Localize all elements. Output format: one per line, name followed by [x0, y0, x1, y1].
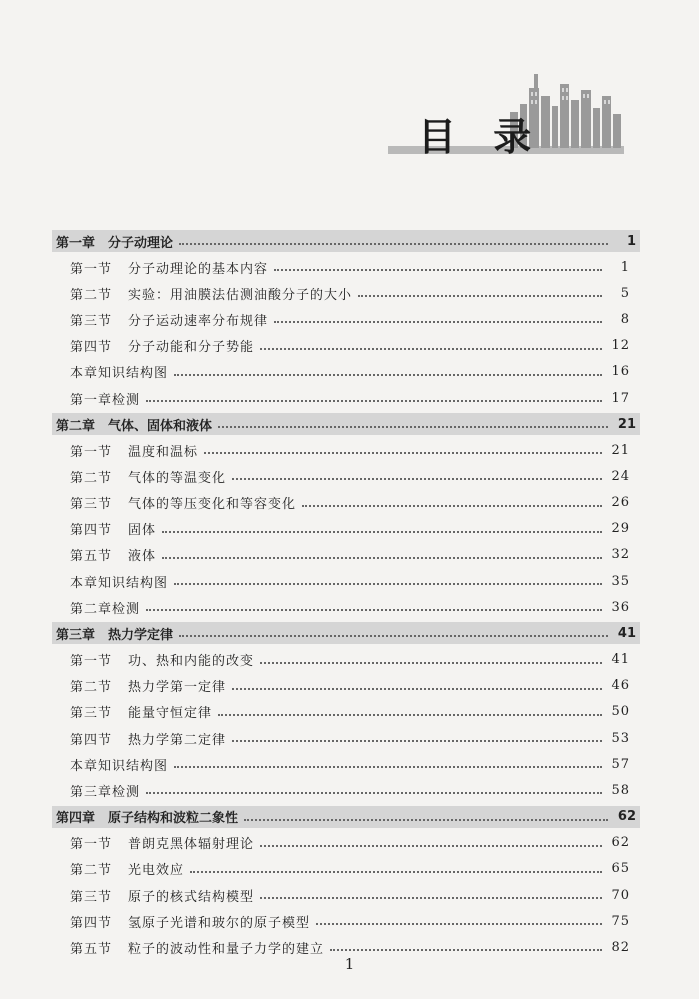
chapter-title: 第一章 分子动理论 — [56, 235, 174, 251]
toc-section-row[interactable] — [52, 856, 640, 882]
section-page-number: 53 — [611, 730, 630, 746]
section-label — [70, 702, 212, 721]
section-number: 第四节 — [70, 523, 113, 539]
chapter-page-number: 21 — [617, 416, 636, 432]
section-label — [70, 755, 168, 774]
page-title: 目 录 — [418, 115, 544, 159]
section-number: 第三节 — [70, 313, 113, 329]
dot-leader — [218, 426, 608, 428]
toc-section-row[interactable] — [52, 463, 640, 489]
section-number: 第四节 — [70, 340, 113, 356]
section-title: 能量守恒定律 — [128, 706, 213, 722]
dot-leader — [146, 609, 602, 611]
toc-section-row[interactable] — [52, 699, 640, 725]
section-label — [70, 467, 226, 486]
section-label — [70, 493, 296, 512]
toc-section-row[interactable] — [52, 359, 640, 385]
section-title: 原子的核式结构模型 — [128, 889, 255, 905]
toc-section-row[interactable] — [52, 568, 640, 594]
dot-leader — [179, 635, 608, 637]
section-page-number: 26 — [611, 495, 630, 511]
toc-chapter-row[interactable] — [52, 622, 640, 644]
section-number: 第一节 — [70, 654, 113, 670]
section-label — [70, 572, 168, 591]
toc-section-row[interactable] — [52, 437, 640, 463]
page-number: 1 — [344, 955, 355, 973]
section-page-number: 46 — [611, 678, 630, 694]
dot-leader — [260, 845, 602, 847]
section-number: 第五节 — [70, 941, 113, 957]
section-title: 第一章检测 — [70, 392, 141, 408]
section-title: 实验：用油膜法估测油酸分子的大小 — [128, 287, 353, 303]
section-number: 第三节 — [70, 706, 113, 722]
section-label — [70, 389, 140, 408]
dot-leader — [218, 714, 602, 716]
section-title: 温度和温标 — [128, 444, 199, 460]
section-label — [70, 886, 254, 905]
chapter-title: 第三章 热力学定律 — [56, 627, 174, 643]
section-number: 第二节 — [70, 863, 113, 879]
chapter-title: 第二章 气体、固体和液体 — [56, 418, 213, 434]
dot-leader — [260, 348, 602, 350]
section-title: 普朗克黑体辐射理论 — [128, 837, 255, 853]
dot-leader — [190, 871, 602, 873]
section-label — [70, 859, 184, 878]
section-label — [70, 258, 268, 277]
section-title: 氢原子光谱和玻尔的原子模型 — [128, 915, 311, 931]
section-number: 第二节 — [70, 470, 113, 486]
chapter-page-number: 41 — [617, 625, 636, 641]
section-label — [70, 598, 140, 617]
dot-leader — [174, 374, 602, 376]
chapter-title: 第四章 原子结构和波粒二象性 — [56, 811, 239, 827]
section-title: 液体 — [128, 549, 157, 565]
toc-section-row[interactable] — [52, 830, 640, 856]
section-page-number: 70 — [611, 887, 630, 903]
section-number: 第二节 — [70, 680, 113, 696]
toc-section-row[interactable] — [52, 751, 640, 777]
toc-section-row[interactable] — [52, 385, 640, 411]
section-number: 第四节 — [70, 915, 113, 931]
section-number: 第一节 — [70, 261, 113, 277]
section-label — [70, 781, 140, 800]
section-page-number: 58 — [611, 782, 630, 798]
section-page-number: 62 — [611, 835, 630, 851]
section-page-number: 21 — [611, 442, 630, 458]
dot-leader — [274, 269, 602, 271]
toc-section-row[interactable] — [52, 882, 640, 908]
section-page-number: 1 — [620, 259, 630, 275]
section-label — [70, 441, 198, 460]
section-label — [70, 833, 254, 852]
section-number: 第一节 — [70, 444, 113, 460]
section-title: 本章知识结构图 — [70, 366, 169, 382]
chapter-page-number: 1 — [626, 233, 636, 249]
section-number: 第二节 — [70, 287, 113, 303]
section-label — [70, 912, 310, 931]
toc-section-row[interactable] — [52, 646, 640, 672]
section-page-number: 29 — [611, 521, 630, 537]
chapter-page-number: 62 — [617, 809, 636, 825]
toc-section-row[interactable] — [52, 254, 640, 280]
section-title: 分子动能和分子势能 — [128, 340, 255, 356]
section-page-number: 5 — [620, 285, 630, 301]
toc-chapter-row[interactable] — [52, 806, 640, 828]
section-title: 粒子的波动性和量子力学的建立 — [128, 941, 325, 957]
section-label — [70, 676, 226, 695]
toc-section-row[interactable] — [52, 908, 640, 934]
section-page-number: 82 — [611, 939, 630, 955]
toc-section-row[interactable] — [52, 490, 640, 516]
dot-leader — [260, 662, 602, 664]
section-title: 本章知识结构图 — [70, 758, 169, 774]
toc-section-row[interactable] — [52, 673, 640, 699]
section-page-number: 41 — [611, 652, 630, 668]
dot-leader — [244, 819, 608, 821]
section-title: 固体 — [128, 523, 157, 539]
dot-leader — [358, 295, 602, 297]
section-title: 热力学第二定律 — [128, 732, 227, 748]
dot-leader — [162, 531, 602, 533]
section-page-number: 8 — [620, 311, 630, 327]
toc-section-row[interactable] — [52, 516, 640, 542]
toc-section-row[interactable] — [52, 725, 640, 751]
section-label — [70, 284, 352, 303]
toc-section-row[interactable] — [52, 542, 640, 568]
section-title: 本章知识结构图 — [70, 575, 169, 591]
section-label — [70, 336, 254, 355]
section-label — [70, 650, 254, 669]
dot-leader — [260, 897, 602, 899]
section-title: 气体的等压变化和等容变化 — [128, 497, 297, 513]
dot-leader — [174, 766, 602, 768]
section-page-number: 32 — [611, 547, 630, 563]
dot-leader — [179, 243, 608, 245]
section-title: 分子动理论的基本内容 — [128, 261, 269, 277]
toc-section-row[interactable] — [52, 333, 640, 359]
dot-leader — [204, 452, 602, 454]
section-page-number: 16 — [611, 364, 630, 380]
section-number: 第五节 — [70, 549, 113, 565]
section-page-number: 57 — [611, 756, 630, 772]
section-label — [70, 545, 156, 564]
section-page-number: 36 — [611, 599, 630, 615]
dot-leader — [232, 740, 602, 742]
dot-leader — [274, 321, 602, 323]
section-page-number: 35 — [611, 573, 630, 589]
dot-leader — [162, 557, 602, 559]
section-number: 第一节 — [70, 837, 113, 853]
section-title: 第二章检测 — [70, 601, 141, 617]
section-title: 光电效应 — [128, 863, 185, 879]
section-label — [70, 729, 226, 748]
dot-leader — [146, 400, 602, 402]
section-label — [70, 519, 156, 538]
dot-leader — [232, 478, 602, 480]
table-of-contents — [52, 228, 640, 961]
dot-leader — [302, 505, 602, 507]
section-title: 热力学第一定律 — [128, 680, 227, 696]
section-title: 第三章检测 — [70, 784, 141, 800]
section-label — [70, 310, 268, 329]
section-number: 第三节 — [70, 497, 113, 513]
section-page-number: 17 — [611, 390, 630, 406]
section-title: 气体的等温变化 — [128, 470, 227, 486]
section-title: 功、热和内能的改变 — [128, 654, 255, 670]
toc-section-row[interactable] — [52, 280, 640, 306]
toc-section-row[interactable] — [52, 594, 640, 620]
section-page-number: 65 — [611, 861, 630, 877]
toc-header — [388, 66, 638, 159]
toc-section-row[interactable] — [52, 306, 640, 332]
section-page-number: 24 — [611, 468, 630, 484]
section-title: 分子运动速率分布规律 — [128, 313, 269, 329]
toc-chapter-row[interactable] — [52, 413, 640, 435]
section-label — [70, 362, 168, 381]
section-page-number: 50 — [611, 704, 630, 720]
section-page-number: 12 — [611, 338, 630, 354]
toc-chapter-row[interactable] — [52, 230, 640, 252]
dot-leader — [330, 949, 602, 951]
section-number: 第三节 — [70, 889, 113, 905]
dot-leader — [146, 792, 602, 794]
section-page-number: 75 — [611, 913, 630, 929]
dot-leader — [316, 923, 602, 925]
dot-leader — [232, 688, 602, 690]
toc-section-row[interactable] — [52, 777, 640, 803]
dot-leader — [174, 583, 602, 585]
section-number: 第四节 — [70, 732, 113, 748]
